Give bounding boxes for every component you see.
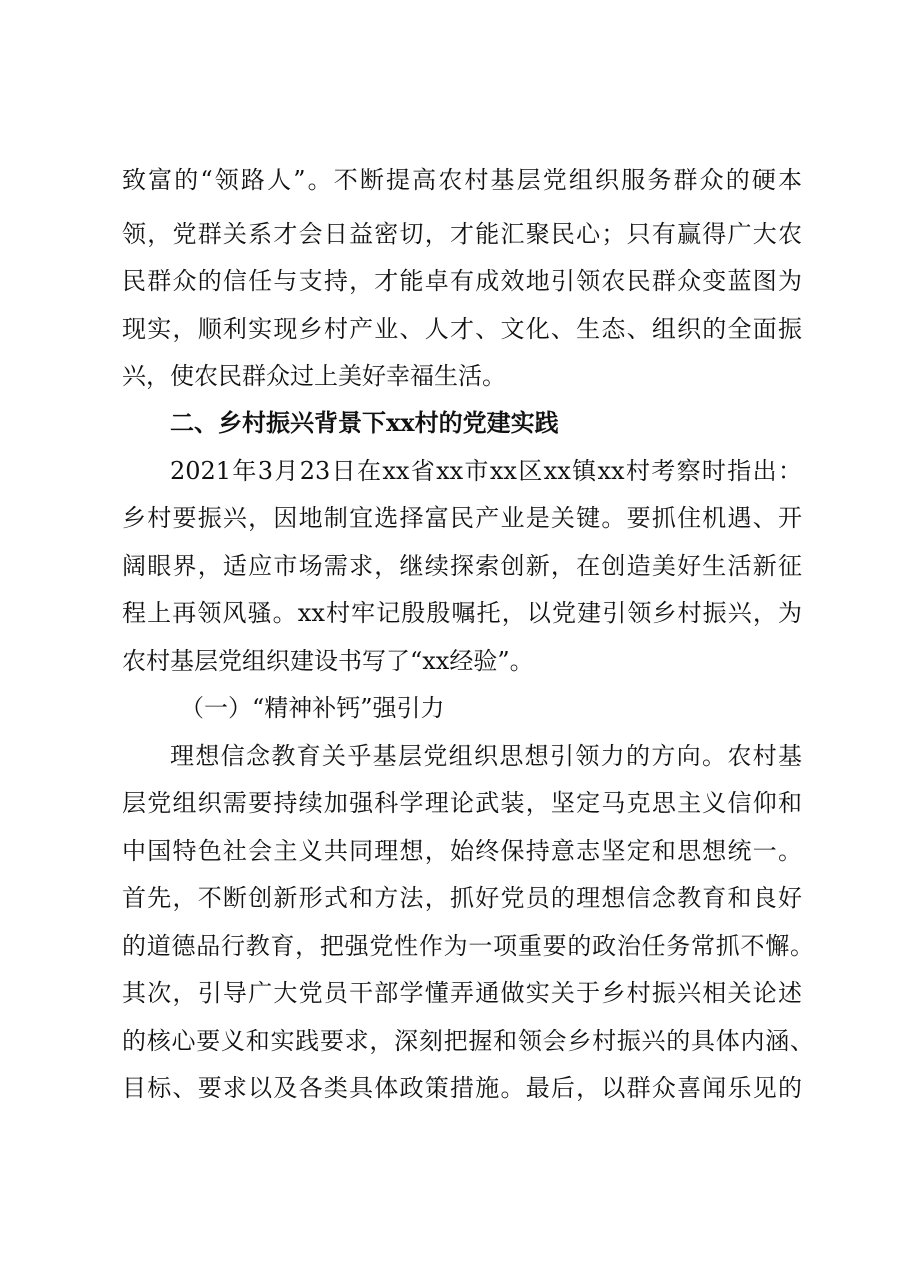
paragraph-line: 2021年3月23日在xx省xx市xx区xx镇xx村考察时指出： <box>170 457 802 485</box>
paragraph-line: 中国特色社会主义共同理想，始终保持意志坚定和思想统一。 <box>122 837 802 865</box>
paragraph-line: 农村基层党组织建设书写了“xx经验”。 <box>122 647 534 675</box>
section-heading: 二、乡村振兴背景下xx村的党建实践 <box>170 408 559 437</box>
paragraph-line: 的道德品行教育，把强党性作为一项重要的政治任务常抓不懈。 <box>122 932 814 960</box>
paragraph-line: 首先，不断创新形式和方法，抓好党员的理想信念教育和良好 <box>122 884 802 912</box>
paragraph-line: 现实，顺利实现乡村产业、人才、文化、生态、组织的全面振 <box>122 315 802 343</box>
paragraph-line: 程上再领风骚。xx村牢记殷殷嘱托，以党建引领乡村振兴，为 <box>122 599 802 627</box>
paragraph-line: 其次，引导广大党员干部学懂弄通做实关于乡村振兴相关论述 <box>122 979 802 1007</box>
paragraph-line: 乡村要振兴，因地制宜选择富民产业是关键。要抓住机遇、开 <box>122 504 802 532</box>
paragraph-line: 理想信念教育关乎基层党组织思想引领力的方向。农村基 <box>170 742 802 770</box>
paragraph-line: 的核心要义和实践要求，深刻把握和领会乡村振兴的具体内涵、 <box>122 1027 814 1055</box>
paragraph-line: 层党组织需要持续加强科学理论武装，坚定马克思主义信仰和 <box>122 789 802 817</box>
paragraph-line: 目标、要求以及各类具体政策措施。最后，以群众喜闻乐见的 <box>122 1074 802 1102</box>
paragraph-line: 兴，使农民群众过上美好幸福生活。 <box>122 362 506 390</box>
paragraph-line: 致富的“领路人”。不断提高农村基层党组织服务群众的硬本 <box>122 166 802 194</box>
paragraph-line: 领，党群关系才会日益密切，才能汇聚民心；只有赢得广大农 <box>122 220 802 248</box>
paragraph-line: 民群众的信任与支持，才能卓有成效地引领农民群众变蓝图为 <box>122 267 802 295</box>
subsection-heading: （一）“精神补钙”强引力 <box>180 694 445 722</box>
paragraph-line: 阔眼界，适应市场需求，继续探索创新，在创造美好生活新征 <box>122 552 802 580</box>
